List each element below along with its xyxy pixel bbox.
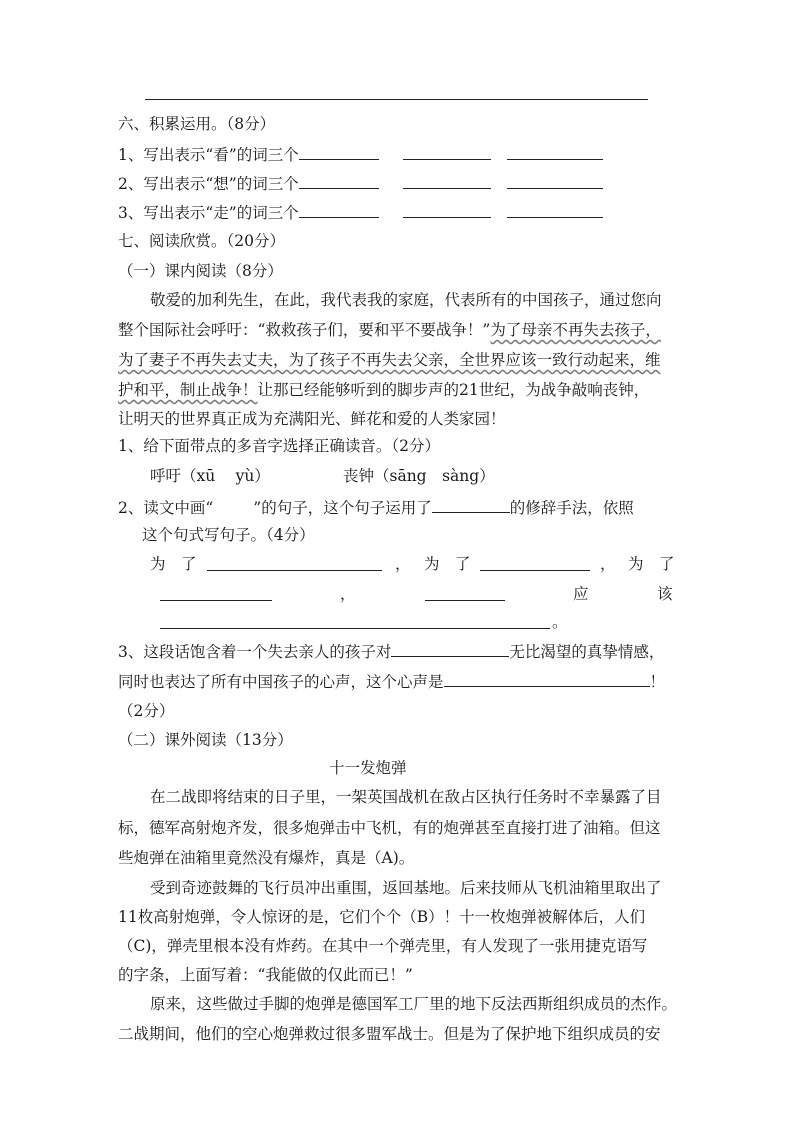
question-3-score: （2分） <box>118 702 175 720</box>
answer-blank[interactable] <box>207 555 382 571</box>
wavy-underlined-sentence: 为了母亲不再失去孩子， <box>490 321 661 339</box>
item-text: 3、写出表示“走”的词三个 <box>118 204 299 222</box>
story-line: 些炮弹在油箱里竟然没有爆炸，真是（A)。 <box>118 849 415 867</box>
question-text: 2、读文中画“ <box>118 499 214 517</box>
prompt-word: 应 <box>573 585 589 603</box>
answer-blank[interactable] <box>444 671 650 687</box>
question-3 <box>118 641 664 662</box>
story-line: 标，德军高射炮齐发，很多炮弹击中飞机，有的炮弹甚至直接打进了油箱。但这 <box>118 819 661 837</box>
section6-item-2 <box>118 173 603 194</box>
passage-line-3 <box>118 350 661 370</box>
question-text: 的修辞手法，依照 <box>509 499 634 517</box>
answer-blank[interactable] <box>480 555 590 571</box>
passage-line-1: 敬爱的加利先生，在此，我代表我的家庭，代表所有的中国孩子，通过您向 <box>150 291 662 309</box>
answer-blank[interactable] <box>507 144 603 160</box>
prompt-word: 为 了 <box>628 555 675 573</box>
story-line: 的字条，上面写着：“我能做的仅此而已！” <box>118 966 413 984</box>
question-text: 3、这段话饱含着一个失去亲人的孩子对 <box>118 643 392 661</box>
question-2-line-2: 这个句式写句子。（4分） <box>142 526 315 544</box>
answer-blank[interactable] <box>507 173 603 189</box>
prompt-word: 为 了 <box>424 555 471 573</box>
passage-text: 整个国际社会呼吁：“救救孩子们，要和平不要战争！” <box>118 321 491 339</box>
passage-text: 让那已经能够听到的脚步声的21世纪，为战争敲响丧钟， <box>257 381 650 399</box>
wavy-underlined-sentence: 为了妻子不再失去丈夫，为了孩子不再失去父亲，全世界应该一致行动起来，维 <box>118 351 661 369</box>
question-text: ！ <box>649 673 666 691</box>
comma: ， <box>600 555 616 573</box>
item-text: 2、写出表示“想”的词三个 <box>118 175 299 193</box>
story-line: 11枚高射炮弹，令人惊讶的是，它们个个（B）！十一枚炮弹被解体后，人们 <box>118 908 646 926</box>
prompt-word: 为 了 <box>150 555 197 573</box>
answer-blank[interactable] <box>391 641 509 657</box>
story-line: 原来，这些做过手脚的炮弹是德国军工厂里的地下反法西斯组织成员的杰作。 <box>150 995 678 1013</box>
answer-blank[interactable] <box>403 173 491 189</box>
story-line: （C)，弹壳里根本没有炸药。在其中一个弹壳里，有人发现了一张用捷克语写 <box>118 937 648 955</box>
question-text: 无比渴望的真挚情感， <box>509 643 665 661</box>
answer-line-top <box>145 99 648 100</box>
answer-blank[interactable] <box>507 202 603 218</box>
question-3-line-2 <box>118 671 665 692</box>
pinyin-choice-2[interactable]: 丧钟（sāng sàng） <box>343 467 495 485</box>
question-text: 同时也表达了所有中国孩子的心声，这个心声是 <box>118 673 444 691</box>
answer-blank[interactable] <box>299 144 379 160</box>
section6-title: 六、积累运用。（8分） <box>118 115 276 133</box>
answer-blank[interactable] <box>425 585 505 601</box>
passage-line-2 <box>118 320 661 340</box>
section6-item-3 <box>118 202 603 223</box>
prompt-word: 该 <box>657 585 673 603</box>
part2-title: （二）课外阅读（13分） <box>118 731 293 749</box>
story-line: 受到奇迹鼓舞的飞行员冲出重围，返回基地。后来技师从飞机油箱里取出了 <box>150 879 662 897</box>
question-1: 1、给下面带点的多音字选择正确读音。（2分） <box>118 437 440 455</box>
answer-blank[interactable] <box>160 613 550 629</box>
answer-blank[interactable] <box>403 202 491 218</box>
section6-item-1 <box>118 144 603 165</box>
passage-line-4 <box>118 380 649 400</box>
answer-blank[interactable] <box>160 585 272 601</box>
answer-blank[interactable] <box>403 144 491 160</box>
period: 。 <box>552 613 568 631</box>
section7-title: 七、阅读欣赏。（20分） <box>118 232 285 250</box>
comma: ， <box>340 585 356 603</box>
item-text: 1、写出表示“看”的词三个 <box>118 146 299 164</box>
imitation-line-1 <box>150 554 197 574</box>
answer-blank[interactable] <box>432 497 510 513</box>
question-2 <box>118 497 634 518</box>
part1-title: （一）课内阅读（8分） <box>118 262 283 280</box>
answer-blank[interactable] <box>299 202 379 218</box>
question-text: ”的句子，这个句子运用了 <box>253 499 432 517</box>
wavy-underlined-sentence: 护和平，制止战争！ <box>118 381 258 399</box>
comma: ， <box>395 555 411 573</box>
story-title: 十一发炮弹 <box>329 759 407 777</box>
story-line: 在二战即将结束的日子里，一架英国战机在敌占区执行任务时不幸暴露了目 <box>150 788 662 806</box>
pinyin-choice-1[interactable]: 呼吁（xū yù） <box>150 467 270 485</box>
wavy-line-sample <box>213 498 253 510</box>
passage-line-5: 让明天的世界真正成为充满阳光、鲜花和爱的人类家园！ <box>118 410 506 428</box>
answer-blank[interactable] <box>299 173 379 189</box>
story-line: 二战期间，他们的空心炮弹救过很多盟军战士。但是为了保护地下组织成员的安 <box>118 1025 661 1043</box>
